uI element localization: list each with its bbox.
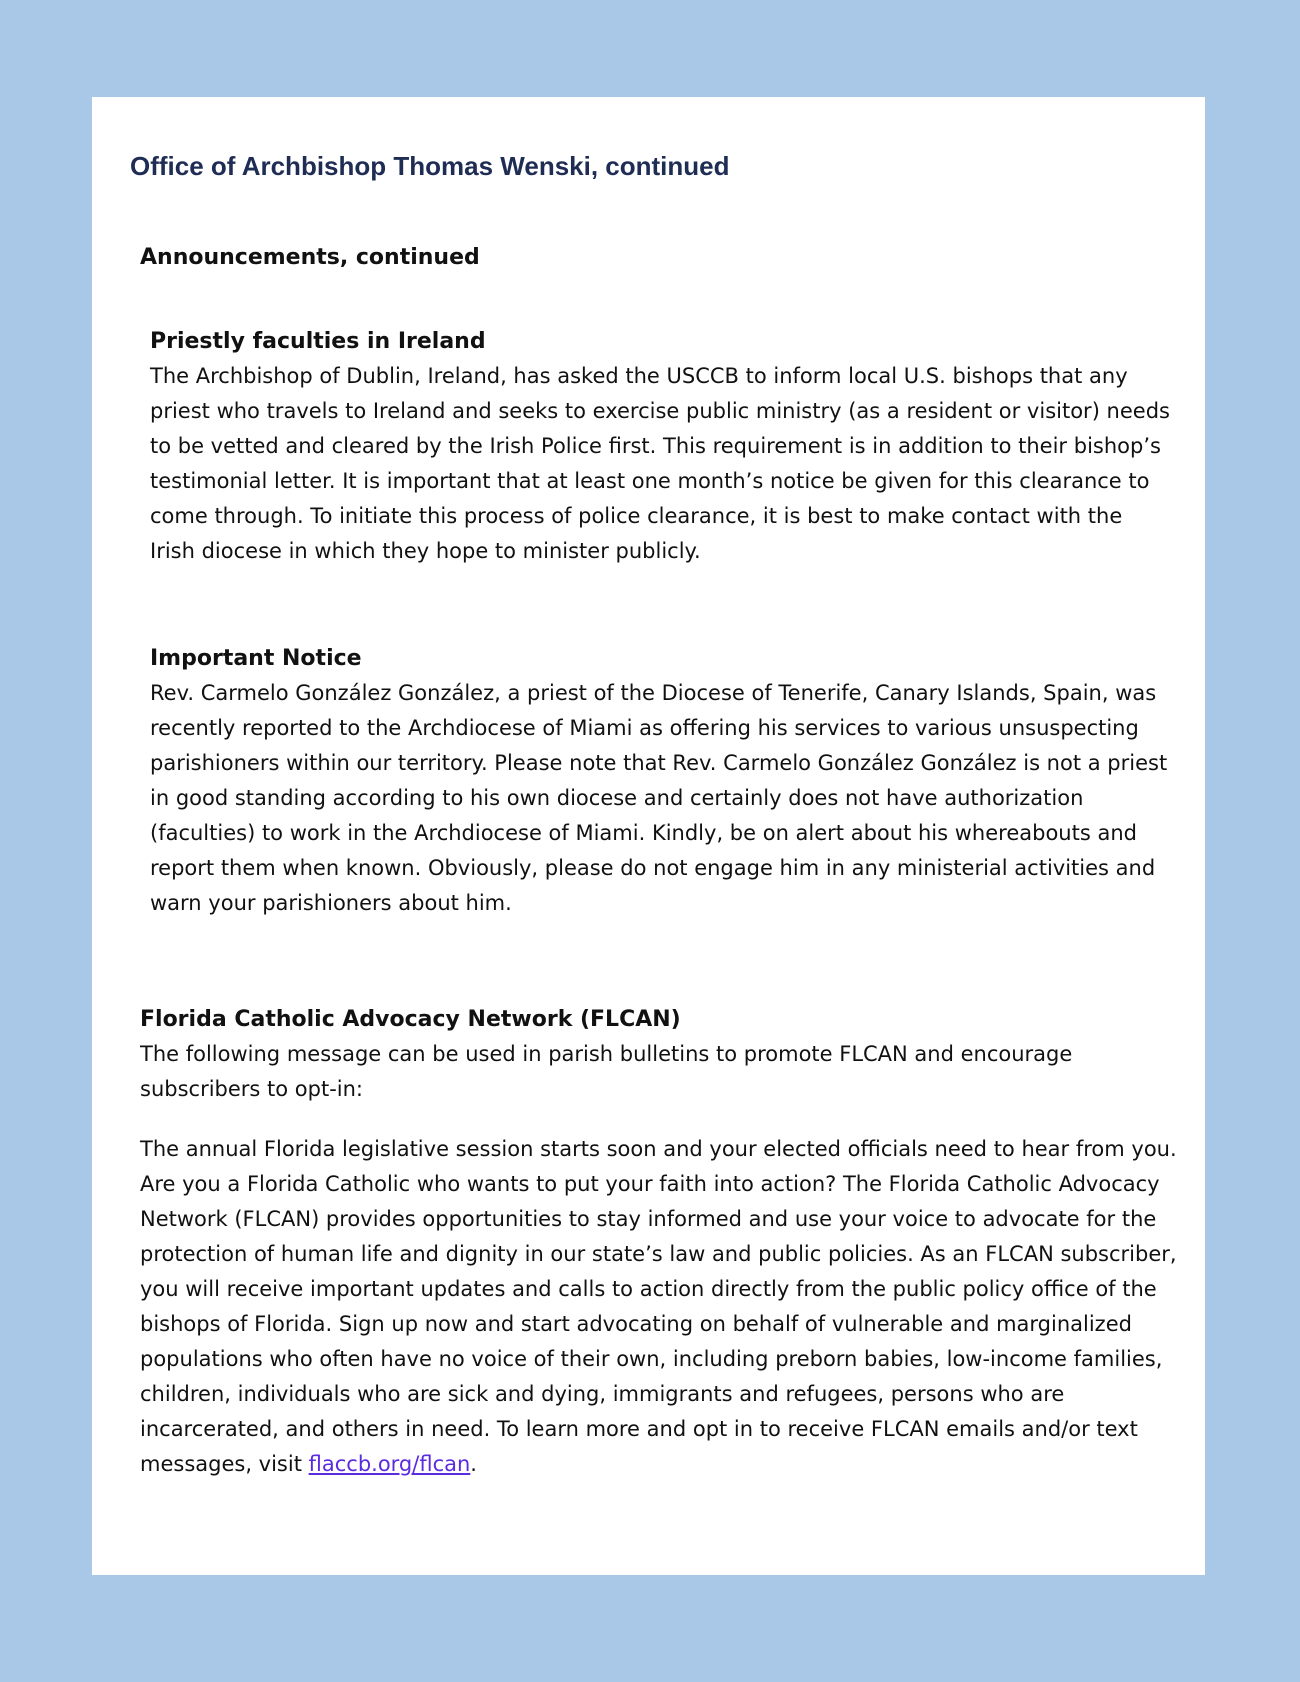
flcan-message-text: The annual Florida legislative session starts soon and your elected officials need to hear from you. Are you a Florida Catholic who wants to put your faith into action? The Florida Catholic Advocacy Network (FLCAN) provides opportunities to stay informed and use your voice to advocate for the protection of human life and dignity in our state’s law and public policies. As an FLCAN subscriber, you will receive important updates and calls to action directly from the public policy office of the bishops of Florida. Sign up now and start advocating on behalf of vulnerable and marginalized populations who often have no voice of their own, including preborn babies, low-income families, children, individuals who are sick and dying, immigrants and refugees, persons who are incarcerated, and others in need. To learn more and opt in to receive FLCAN emails and/or text messages, visit <box>140 1137 1177 1476</box>
faculties-section <box>150 324 1170 569</box>
document-page <box>92 97 1205 1575</box>
flcan-message <box>140 1132 1180 1482</box>
faculties-title: Priestly faculties in Ireland <box>150 329 486 354</box>
flcan-section <box>140 1002 1175 1107</box>
flcan-intro: The following message can be used in parish bulletins to promote FLCAN and encourage subscribers to opt-in: <box>140 1042 1073 1101</box>
section-heading: Announcements, continued <box>140 245 480 270</box>
flcan-link[interactable]: flaccb.org/flcan <box>308 1452 471 1476</box>
page-title: Office of Archbishop Thomas Wenski, continued <box>130 151 730 181</box>
notice-body: Rev. Carmelo González González, a priest of the Diocese of Tenerife, Canary Islands, Spain, was recently reported to the Archdiocese of Miami as offering his services to various unsuspecting parishioners within our territory. Please note that Rev. Carmelo González González is not a priest in good standing according to his own diocese and certainly does not have authorization (faculties) to work in the Archdiocese of Miami. Kindly, be on alert about his whereabouts and report them when known. Obviously, please do not engage him in any ministerial activities and warn your parishioners about him. <box>150 681 1168 915</box>
notice-title: Important Notice <box>150 646 362 671</box>
faculties-body: The Archbishop of Dublin, Ireland, has asked the USCCB to inform local U.S. bishops that any priest who travels to Ireland and seeks to exercise public ministry (as a resident or visitor) needs to be vetted and cleared by the Irish Police first. This requirement is in addition to their bishop’s testimonial letter. It is important that at least one month’s notice be given for this clearance to come through. To initiate this process of police clearance, it is best to make contact with the Irish diocese in which they hope to minister publicly. <box>150 364 1170 563</box>
flcan-message-end: . <box>470 1452 477 1476</box>
notice-section <box>150 641 1170 921</box>
flcan-title: Florida Catholic Advocacy Network (FLCAN) <box>140 1007 681 1032</box>
